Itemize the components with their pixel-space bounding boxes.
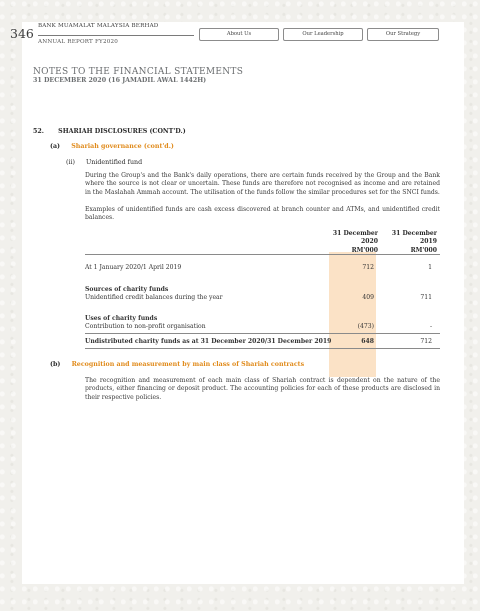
subsection-b-title: Recognition and measurement by main class of Shariah contracts <box>71 361 305 368</box>
section-title: SHARIAH DISCLOSURES (CONT'D.) <box>58 128 186 135</box>
uses-heading: Uses of charity funds <box>85 315 158 322</box>
column-header-2020 <box>326 230 378 255</box>
tab-about-us[interactable]: About Us <box>199 28 279 41</box>
table-row-opening-label: At 1 January 2020/1 April 2019 <box>85 264 182 271</box>
report-name: ANNUAL REPORT FY2020 <box>38 39 118 45</box>
table-row-uses-2019: - <box>429 323 432 330</box>
tab-our-strategy[interactable]: Our Strategy <box>367 28 439 41</box>
section-number: 52. <box>33 128 44 135</box>
table-row-closing-2019: 712 <box>420 338 432 345</box>
column-header-2019 <box>385 230 437 255</box>
subsection-b-heading <box>50 361 304 368</box>
unidentified-fund-examples: Examples of unidentified funds are cash excess discovered at branch counter and ATMs, and unidentified credit balances. <box>85 206 440 222</box>
table-row-sources-2020: 409 <box>362 294 374 301</box>
section-heading <box>33 128 186 135</box>
subsection-ii-title: Unidentified fund <box>85 159 143 166</box>
page-content-area <box>22 22 464 584</box>
subsection-ii-heading <box>66 159 142 166</box>
unidentified-fund-paragraph: During the Group's and the Bank's daily operations, there are certain funds received by the Group and the Bank where the source is not clear or uncertain. These funds are therefore not recognised as income and are retained in the Maslahah Ammah account. The utilisation of the funds follow the similar procedures set for the SNCI funds. <box>85 172 440 196</box>
col-2020-line2: 2020 <box>361 238 378 246</box>
table-total-rule-bottom <box>85 348 440 349</box>
subsection-a-title: Shariah governance (cont'd.) <box>71 143 174 150</box>
table-row-opening-2019: 1 <box>428 264 432 271</box>
table-row-uses-label: Contribution to non-profit organisation <box>85 323 206 330</box>
page-number: 346 <box>10 26 34 41</box>
subsection-a-label: (a) <box>50 143 61 150</box>
table-row-sources-2019: 711 <box>420 294 432 301</box>
col-2020-line3: RM'000 <box>351 246 378 254</box>
page-title: NOTES TO THE FINANCIAL STATEMENTS <box>33 67 244 77</box>
subsection-b-paragraph: The recognition and measurement of each main class of Shariah contract is dependent on the nature of the products, either financing or deposit product. The accounting policies for each of these products are disclosed in their respective policies. <box>85 377 440 401</box>
subsection-a-heading <box>50 143 174 150</box>
sources-heading: Sources of charity funds <box>85 286 169 293</box>
table-row-closing-2020: 648 <box>361 338 374 345</box>
table-top-rule <box>85 254 440 255</box>
col-2020-line1: 31 December <box>332 230 378 237</box>
col-2019-line2: 2019 <box>420 238 437 246</box>
table-total-rule-top <box>85 333 440 334</box>
table-row-sources-label: Unidentified credit balances during the year <box>85 294 223 301</box>
col-2019-line1: 31 December <box>391 230 437 237</box>
table-row-opening-2020: 712 <box>362 264 374 271</box>
header-divider <box>38 35 194 36</box>
table-row-uses-2020: (473) <box>357 323 374 330</box>
bank-name: BANK MUAMALAT MALAYSIA BERHAD <box>38 23 159 29</box>
page-subtitle: 31 DECEMBER 2020 (16 JAMADIL AWAL 1442H) <box>33 77 207 84</box>
subsection-ii-label: (ii) <box>66 159 75 166</box>
tab-our-leadership[interactable]: Our Leadership <box>283 28 363 41</box>
table-row-closing-label: Undistributed charity funds as at 31 December 2020/31 December 2019 <box>85 338 332 345</box>
col-2019-line3: RM'000 <box>410 246 437 254</box>
subsection-b-label: (b) <box>50 361 61 368</box>
